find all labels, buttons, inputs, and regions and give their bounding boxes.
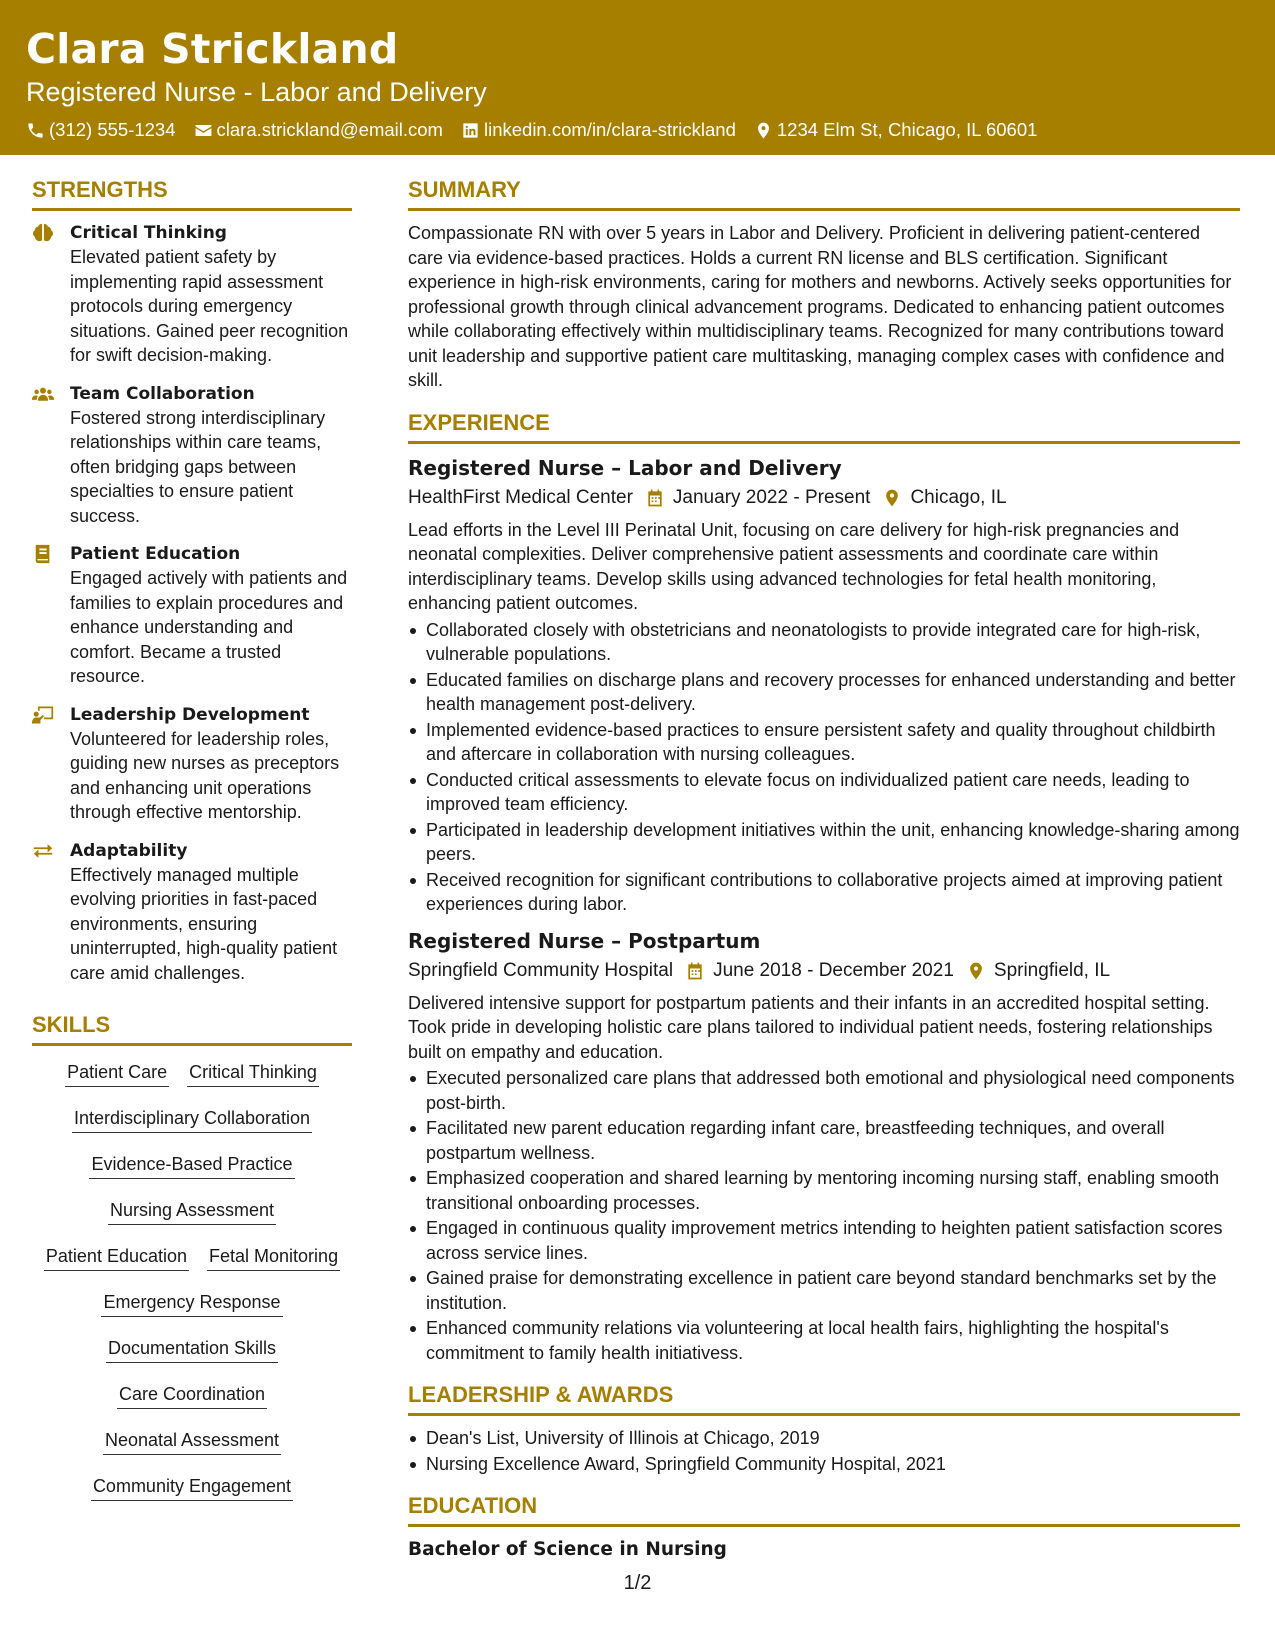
job-location: Springfield, IL: [993, 959, 1111, 981]
job-location: Chicago, IL: [910, 486, 1007, 508]
job-description: Lead efforts in the Level III Perinatal Unit, focusing on care delivery for high-risk pregnancies and neonatal complexities. Deliver comprehensive patient assessments and coordinate care within interdisciplinary teams. Develop skills using advanced technologies for fetal health monitoring, enhancing patient outcomes.: [408, 519, 1180, 613]
contact-email[interactable]: [194, 118, 443, 142]
strength-item: Adaptability Effectively managed multiple evolving priorities in fast-paced environments, ensuring uninterrupted, high-quality patient care amid challenges.: [32, 839, 352, 986]
job-bullets: [408, 1066, 1240, 1365]
job-entry: [408, 927, 1240, 1366]
right-column: [408, 176, 1240, 1563]
skill-tag: Emergency Response: [101, 1290, 282, 1317]
job-dates: January 2022 - Present: [672, 486, 871, 508]
phone-text: (312) 555-1234: [49, 119, 176, 140]
awards-list: [408, 1426, 1240, 1476]
job-dates: June 2018 - December 2021: [713, 959, 954, 981]
skill-tag: Care Coordination: [117, 1382, 267, 1409]
education-heading: EDUCATION: [408, 1492, 1240, 1527]
map-pin-icon: [882, 488, 902, 508]
left-column: [32, 176, 352, 1520]
map-pin-icon: [966, 961, 986, 981]
job-title: Registered Nurse – Labor and Delivery: [408, 455, 842, 480]
skill-tag: Fetal Monitoring: [207, 1244, 340, 1271]
job-entry: [408, 454, 1240, 917]
skill-tag: Critical Thinking: [187, 1060, 319, 1087]
skill-tag: Patient Education: [44, 1244, 189, 1271]
candidate-title: Registered Nurse - Labor and Delivery: [26, 77, 487, 107]
job-description: Delivered intensive support for postpartum patients and their infants in an accredited hospital setting. Took pride in developing holistic care plans tailored to individual patient needs, fostering relationships built on empathy and education.: [408, 992, 1213, 1062]
strength-item: Leadership Development Volunteered for leadership roles, guiding new nurses as preceptors and enhancing unit operations through effective mentorship.: [32, 703, 352, 825]
list-item: Participated in leadership development initiatives within the unit, enhancing knowledge-sharing among peers.: [408, 818, 1240, 867]
list-item: Dean's List, University of Illinois at Chicago, 2019: [408, 1426, 1240, 1451]
list-item: Executed personalized care plans that addressed both emotional and physiological need components post-birth.: [408, 1066, 1240, 1115]
skill-tag: Interdisciplinary Collaboration: [72, 1106, 312, 1133]
linkedin-text: linkedin.com/in/clara-strickland: [483, 119, 736, 140]
contact-address: [754, 118, 1038, 142]
teacher-icon: [32, 705, 54, 725]
skill-tag: Documentation Skills: [106, 1336, 278, 1363]
skills-heading: SKILLS: [32, 1011, 352, 1046]
list-item: Collaborated closely with obstetricians and neonatologists to provide integrated care for high-risk, vulnerable populations.: [408, 618, 1240, 667]
job-bullets: [408, 618, 1240, 917]
contact-phone[interactable]: [26, 118, 176, 142]
skill-tag: Community Engagement: [91, 1474, 293, 1501]
book-icon: [32, 544, 54, 564]
job-meta: [408, 484, 1240, 512]
resume-header: [0, 0, 1275, 155]
page-number: 1/2: [623, 1572, 652, 1594]
strength-item: Patient Education Engaged actively with patients and families to explain procedures and enhance understanding and comfort. Became a trusted resource.: [32, 542, 352, 689]
list-item: Enhanced community relations via volunteering at local health fairs, highlighting the hospital's commitment to family health initiativess.: [408, 1316, 1240, 1365]
job-company: HealthFirst Medical Center: [408, 486, 633, 508]
envelope-icon: [194, 121, 213, 140]
phone-icon: [26, 121, 45, 140]
linkedin-icon: [461, 121, 480, 140]
users-icon: [32, 384, 54, 404]
list-item: Emphasized cooperation and shared learning by mentoring incoming nursing staff, enabling smooth transitional onboarding processes.: [408, 1166, 1240, 1215]
strengths-heading: STRENGTHS: [32, 176, 352, 211]
brain-icon: [32, 223, 54, 243]
candidate-name: Clara Strickland: [26, 25, 399, 73]
job-title: Registered Nurse – Postpartum: [408, 928, 761, 953]
summary-heading: SUMMARY: [408, 176, 1240, 211]
education-degree: Bachelor of Science in Nursing: [408, 1539, 727, 1560]
list-item: Received recognition for significant contributions to collaborative projects aimed at improving patient experiences during labor.: [408, 868, 1240, 917]
job-company: Springfield Community Hospital: [408, 959, 674, 981]
list-item: Gained praise for demonstrating excellence in patient care beyond standard benchmarks set by the institution.: [408, 1266, 1240, 1315]
experience-heading: EXPERIENCE: [408, 409, 1240, 444]
skill-tag: Nursing Assessment: [108, 1198, 276, 1225]
list-item: Nursing Excellence Award, Springfield Community Hospital, 2021: [408, 1452, 1240, 1477]
email-text: clara.strickland@email.com: [216, 119, 443, 140]
list-item: Educated families on discharge plans and recovery processes for enhanced understanding and better health management post-delivery.: [408, 668, 1240, 717]
map-pin-icon: [754, 121, 773, 140]
list-item: Conducted critical assessments to elevate focus on individualized patient care needs, leading to improved team efficiency.: [408, 768, 1240, 817]
skill-tag: Patient Care: [65, 1060, 169, 1087]
strength-item: Team Collaboration Fostered strong interdisciplinary relationships within care teams, often bridging gaps between specialties to ensure patient success.: [32, 382, 352, 529]
summary-text: Compassionate RN with over 5 years in Labor and Delivery. Proficient in delivering patient-centered care via evidence-based practices. Holds a current RN license and BLS certification. Significant experience in high-risk environments, caring for mothers and newborns. Actively seeks opportunities for professional growth through clinical advancement programs. Dedicated to enhancing patient outcomes while collaborating effectively within multidisciplinary teams. Recognized for many contributions toward unit leadership and supportive patient care multitasking, managing complex cases with confidence and skill.: [408, 223, 1232, 390]
contact-linkedin[interactable]: [461, 118, 736, 142]
skill-tag: Evidence-Based Practice: [89, 1152, 294, 1179]
skill-tag: Neonatal Assessment: [103, 1428, 281, 1455]
list-item: Engaged in continuous quality improvement metrics intending to heighten patient satisfaction scores across service lines.: [408, 1216, 1240, 1265]
address-text: 1234 Elm St, Chicago, IL 60601: [776, 119, 1038, 140]
awards-heading: LEADERSHIP & AWARDS: [408, 1381, 1240, 1416]
skills-list: [32, 1060, 352, 1520]
exchange-icon: [32, 841, 54, 861]
strength-item: Critical Thinking Elevated patient safety by implementing rapid assessment protocols during emergency situations. Gained peer recognition for swift decision-making.: [32, 221, 352, 368]
calendar-icon: [685, 961, 705, 981]
calendar-icon: [645, 488, 665, 508]
job-meta: [408, 957, 1240, 985]
list-item: Implemented evidence-based practices to ensure persistent safety and quality throughout childbirth and aftercare in collaboration with nursing colleagues.: [408, 718, 1240, 767]
contact-bar: [26, 118, 1275, 142]
list-item: Facilitated new parent education regarding infant care, breastfeeding techniques, and overall postpartum wellness.: [408, 1116, 1240, 1165]
